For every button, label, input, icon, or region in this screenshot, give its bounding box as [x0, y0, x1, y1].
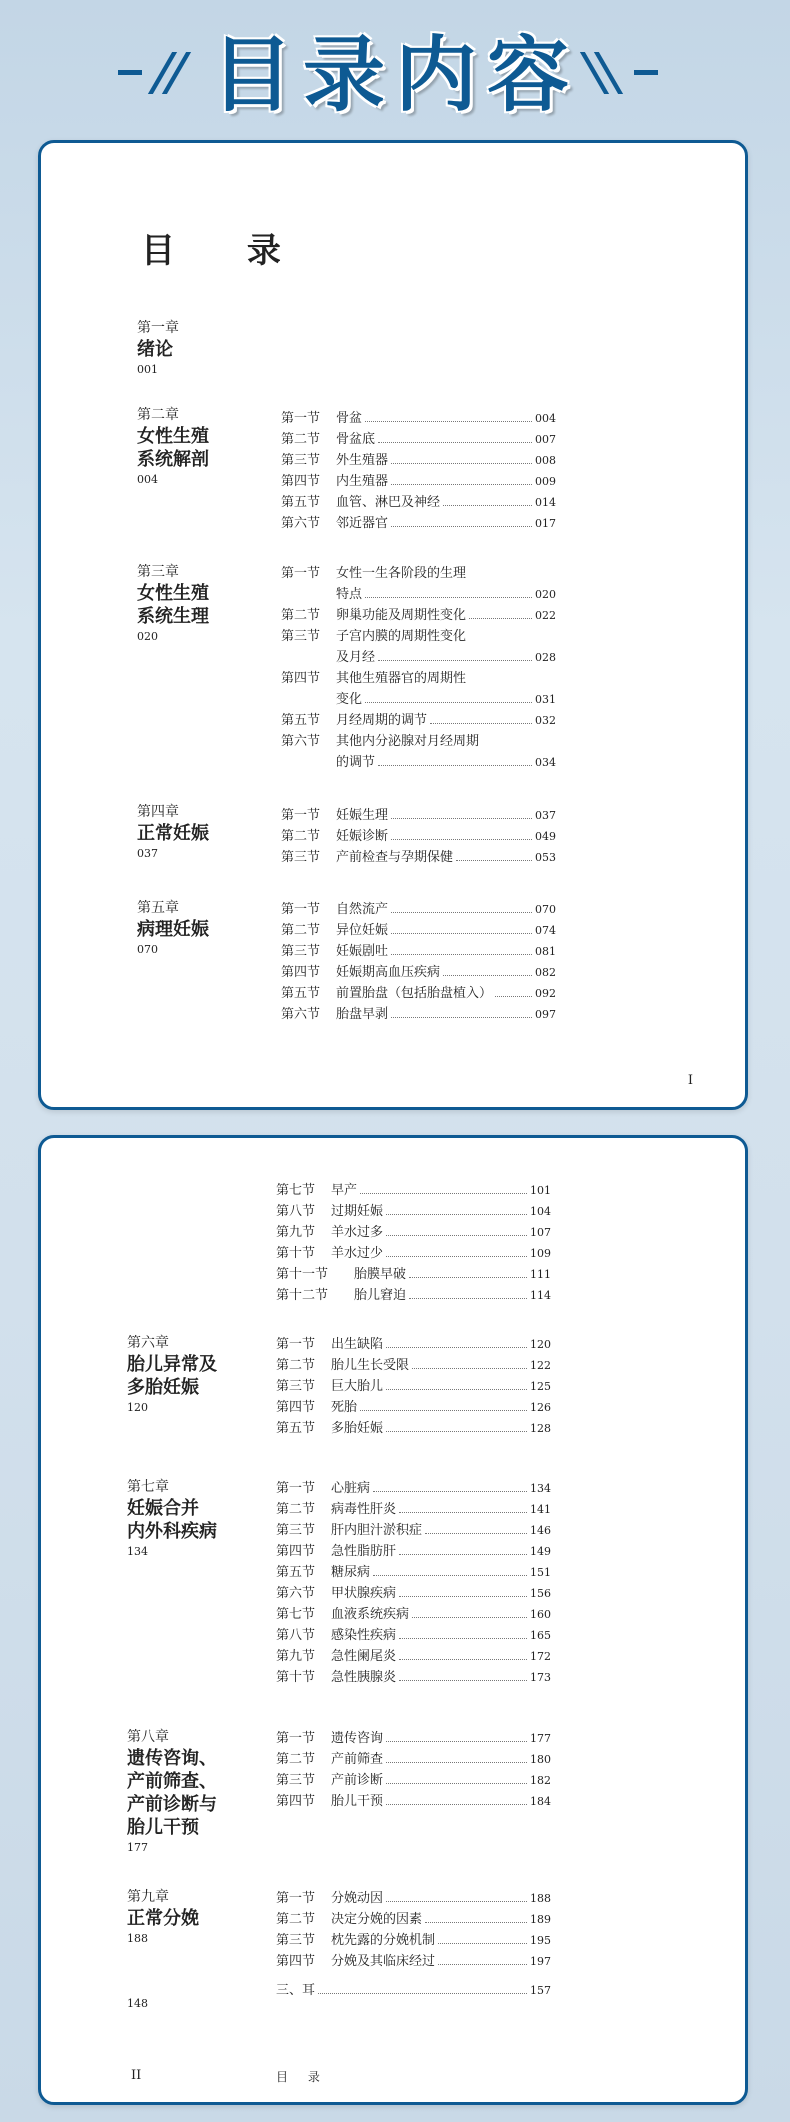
toc-entry[interactable]: 第一节 自然流产 070	[281, 902, 556, 917]
toc-entry[interactable]: 第三节 子宫内膜的周期性变化	[281, 629, 467, 644]
toc-entry[interactable]: 第五节 月经周期的调节 032	[281, 713, 556, 728]
chapter-number: 第九章	[127, 1889, 169, 1905]
chapter-title: 遗传咨询、 产前筛查、 产前诊断与 胎儿干预	[127, 1748, 217, 1838]
chapter-title: 绪论	[137, 339, 173, 360]
chapter-page: 070	[137, 943, 158, 956]
toc-entry[interactable]: 第三节 肝内胆汁淤积症 146	[276, 1523, 551, 1538]
toc-entry[interactable]: 第二节 妊娠诊断 049	[281, 829, 556, 844]
toc-entry[interactable]: 第二节 骨盆底 007	[281, 432, 556, 447]
chapter-number: 第六章	[127, 1335, 169, 1351]
toc-entry[interactable]: 第二节 病毒性肝炎 141	[276, 1502, 551, 1517]
toc-entry[interactable]: 第十节 羊水过少 109	[276, 1246, 551, 1261]
chapter-number: 第五章	[137, 900, 179, 916]
banner	[0, 0, 790, 140]
decorative-slashes-right	[562, 52, 672, 92]
toc-entry[interactable]: 第二节 异位妊娠 074	[281, 923, 556, 938]
toc-entry[interactable]: 第一节 女性一生各阶段的生理	[281, 566, 467, 581]
toc-entry[interactable]: 第四节 内生殖器 009	[281, 474, 556, 489]
chapter-8-sections	[276, 1728, 551, 1812]
chapter-title: 女性生殖 系统生理	[137, 583, 209, 627]
toc-entry[interactable]: 第一节 出生缺陷 120	[276, 1337, 551, 1352]
page-folio: I	[687, 1073, 693, 1088]
chapter-9-sections	[276, 1888, 551, 1972]
toc-entry[interactable]: 第五节 多胎妊娠 128	[276, 1421, 551, 1436]
stray-page-number: 148	[127, 1997, 148, 2010]
toc-entry[interactable]: 第九节 急性阑尾炎 172	[276, 1649, 551, 1664]
chapter-3-sections	[281, 563, 556, 773]
chapter-page: 120	[127, 1401, 148, 1414]
chapter-title: 胎儿异常及 多胎妊娠	[127, 1354, 217, 1398]
toc-entry[interactable]: 第十二节 胎儿窘迫 114	[276, 1288, 551, 1303]
chapter-page: 001	[137, 363, 158, 376]
toc-entry[interactable]: 第二节 卵巢功能及周期性变化 022	[281, 608, 556, 623]
toc-entry[interactable]: 第三节 产前诊断 182	[276, 1773, 551, 1788]
chapter-5	[137, 899, 209, 958]
chapter-7-sections	[276, 1478, 551, 1688]
toc-entry[interactable]: 第六节 胎盘早剥 097	[281, 1007, 556, 1022]
toc-entry-continued[interactable]: 及月经 028	[336, 650, 556, 665]
chapter-page: 020	[137, 630, 158, 643]
toc-entry[interactable]: 第七节 早产 101	[276, 1183, 551, 1198]
toc-entry[interactable]: 第三节 妊娠剧吐 081	[281, 944, 556, 959]
page-folio: II	[131, 2068, 142, 2083]
toc-entry[interactable]: 第五节 前置胎盘（包括胎盘植入） 092	[281, 986, 556, 1001]
toc-entry[interactable]: 第四节 其他生殖器官的周期性	[281, 671, 467, 686]
chapter-9	[127, 1888, 199, 1947]
chapter-3	[137, 563, 209, 645]
toc-entry[interactable]: 第十一节 胎膜早破 111	[276, 1267, 551, 1282]
toc-entry[interactable]: 第四节 死胎 126	[276, 1400, 551, 1415]
chapter-title: 病理妊娠	[137, 919, 209, 940]
toc-entry-continued[interactable]: 的调节 034	[336, 755, 556, 770]
toc-entry[interactable]: 第六节 甲状腺疾病 156	[276, 1586, 551, 1601]
toc-entry[interactable]: 三、耳 157	[276, 1983, 551, 1998]
toc-entry[interactable]: 第六节 其他内分泌腺对月经周期	[281, 734, 480, 749]
toc-entry[interactable]: 第六节 邻近器官 017	[281, 516, 556, 531]
chapter-6-sections	[276, 1334, 551, 1439]
chapter-6	[127, 1334, 217, 1416]
running-head: 目 录	[276, 2070, 328, 2084]
chapter-page: 037	[137, 847, 158, 860]
toc-heading: 目 录	[141, 231, 311, 271]
chapter-7	[127, 1478, 217, 1560]
toc-entry-continued[interactable]: 特点 020	[336, 587, 556, 602]
chapter-number: 第一章	[137, 320, 179, 336]
chapter-2-sections	[281, 408, 556, 534]
chapter-number: 第四章	[137, 804, 179, 820]
toc-page-2	[38, 1135, 748, 2105]
toc-entry[interactable]: 第四节 急性脂肪肝 149	[276, 1544, 551, 1559]
chapter-page: 134	[127, 1545, 148, 1558]
toc-entry[interactable]: 第四节 妊娠期高血压疾病 082	[281, 965, 556, 980]
toc-entry[interactable]: 第一节 分娩动因 188	[276, 1891, 551, 1906]
chapter-number: 第八章	[127, 1729, 169, 1745]
toc-entry[interactable]: 第十节 急性胰腺炎 173	[276, 1670, 551, 1685]
toc-entry[interactable]: 第五节 糖尿病 151	[276, 1565, 551, 1580]
chapter-1	[137, 319, 179, 378]
toc-entry[interactable]: 第三节 外生殖器 008	[281, 453, 556, 468]
chapter-number: 第七章	[127, 1479, 169, 1495]
chapter-4	[137, 803, 209, 862]
toc-entry-continued[interactable]: 变化 031	[336, 692, 556, 707]
chapter-page: 177	[127, 1841, 148, 1854]
toc-entry[interactable]: 第一节 骨盆 004	[281, 411, 556, 426]
toc-entry[interactable]: 第二节 胎儿生长受限 122	[276, 1358, 551, 1373]
toc-entry[interactable]: 第七节 血液系统疾病 160	[276, 1607, 551, 1622]
toc-entry[interactable]: 第四节 胎儿干预 184	[276, 1794, 551, 1809]
toc-entry[interactable]: 第三节 产前检查与孕期保健 053	[281, 850, 556, 865]
chapter-title: 女性生殖 系统解剖	[137, 426, 209, 470]
toc-entry[interactable]: 第一节 遗传咨询 177	[276, 1731, 551, 1746]
chapter-page: 188	[127, 1932, 148, 1945]
toc-entry[interactable]: 第八节 感染性疾病 165	[276, 1628, 551, 1643]
chapter-page: 004	[137, 473, 158, 486]
toc-entry[interactable]: 第二节 决定分娩的因素 189	[276, 1912, 551, 1927]
toc-entry[interactable]: 第一节 妊娠生理 037	[281, 808, 556, 823]
chapter-title: 正常妊娠	[137, 823, 209, 844]
toc-page-1	[38, 140, 748, 1110]
continued-sections	[276, 1180, 551, 1306]
chapter-number: 第二章	[137, 407, 179, 423]
chapter-2	[137, 406, 209, 488]
chapter-number: 第三章	[137, 564, 179, 580]
banner-title: 目录内容	[210, 28, 579, 123]
stray-entry	[276, 1980, 551, 2001]
chapter-title: 正常分娩	[127, 1908, 199, 1929]
chapter-8	[127, 1728, 217, 1856]
chapter-4-sections	[281, 805, 556, 868]
toc-entry[interactable]: 第三节 枕先露的分娩机制 195	[276, 1933, 551, 1948]
toc-entry[interactable]: 第八节 过期妊娠 104	[276, 1204, 551, 1219]
toc-entry[interactable]: 第三节 巨大胎儿 125	[276, 1379, 551, 1394]
chapter-title: 妊娠合并 内外科疾病	[127, 1498, 217, 1542]
toc-entry[interactable]: 第一节 心脏病 134	[276, 1481, 551, 1496]
toc-entry[interactable]: 第二节 产前筛查 180	[276, 1752, 551, 1767]
toc-entry[interactable]: 第九节 羊水过多 107	[276, 1225, 551, 1240]
chapter-5-sections	[281, 899, 556, 1025]
toc-entry[interactable]: 第五节 血管、淋巴及神经 014	[281, 495, 556, 510]
toc-entry[interactable]: 第四节 分娩及其临床经过 197	[276, 1954, 551, 1969]
